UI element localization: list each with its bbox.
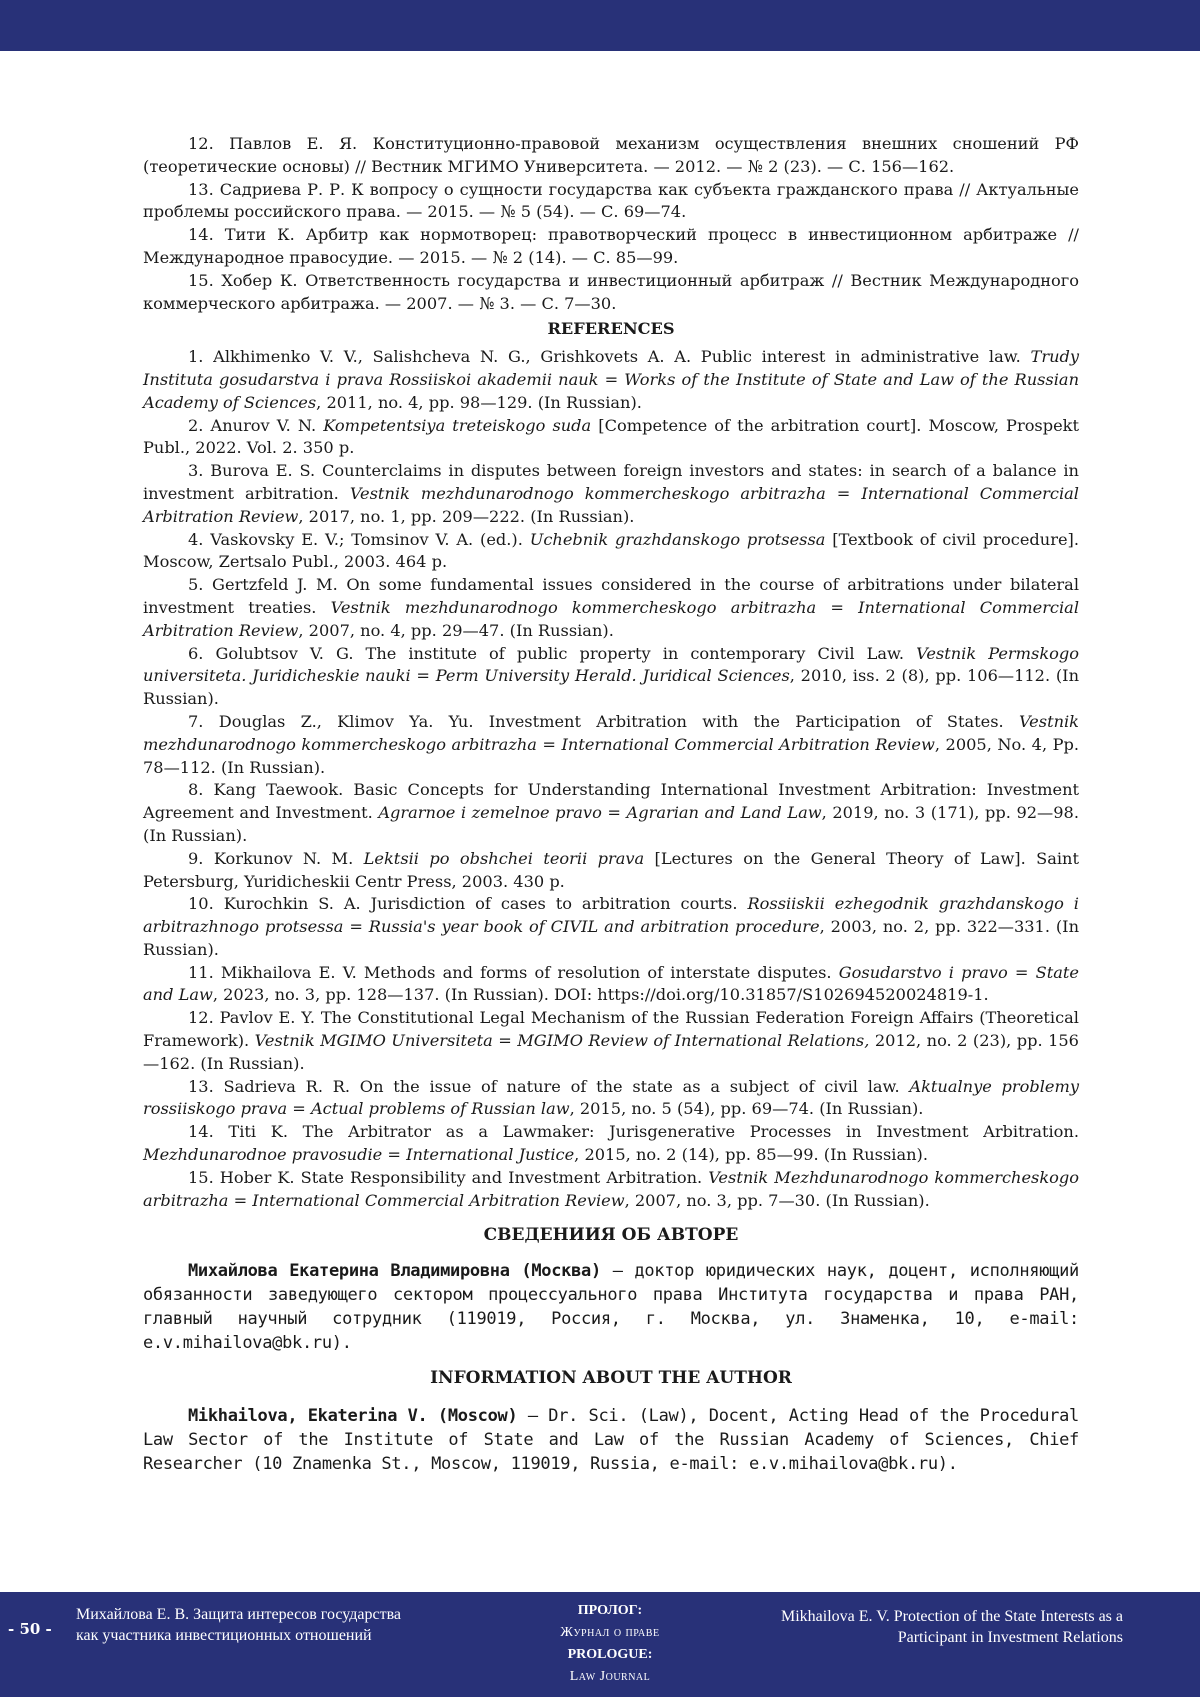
footer-left-title: Михайлова Е. В. Защита интересов государства как участника инвестиционных отношений — [76, 1606, 402, 1644]
page-content — [143, 133, 1079, 1476]
footer-band — [0, 1592, 1200, 1697]
author-en-name: Mikhailova, Ekaterina V. (Moscow) — [188, 1406, 518, 1427]
reference-15: 15. Hober K. State Responsibility and Investment Arbitration. Vestnik Mezhdunarodnogo kommercheskogo arbitrazha = International Commercial Arbitration Review, 2007, no. 3, pp. 7—30. (In Russian). — [143, 1167, 1080, 1210]
ru-reference-12: 12. Павлов Е. Я. Конституционно-правовой механизм осуществления внешних сношений РФ (теоретические основы) // Вестник МГИМО Университета. — 2012. — № 2 (23). — С. 156—162. — [143, 134, 1079, 176]
author-ru-heading: СВЕДЕНИИЯ ОБ АВТОРЕ — [483, 1225, 739, 1246]
reference-13: 13. Sadrieva R. R. On the issue of nature of the state as a subject of civil law. Aktualnye problemy rossiiskogo prava = Actual problems of Russian law, 2015, no. 5 (54), pp. 69—74. (In Russian). — [143, 1076, 1080, 1119]
ru-reference-13: 13. Садриева Р. Р. К вопросу о сущности государства как субъекта гражданского права // Актуальные проблемы российского права. — 2015. — № 5 (54). — С. 69—74. — [143, 179, 1079, 222]
page-number: - 50 - — [8, 1620, 52, 1638]
reference-9: 9. Korkunov N. M. Lektsii po obshchei teorii prava [Lectures on the General Theory of Law]. Saint Petersburg, Yuridicheskii Centr Press, 2003. 430 p. — [143, 848, 1079, 891]
author-en-info: Mikhailova, Ekaterina V. (Moscow) — Dr. Sci. (Law), Docent, Acting Head of the Procedural Law Sector of the Institute of State and Law of the Russian Academy of Sciences, Chief Researcher (10 Znamenka St., Moscow, 119019, Russia, e-mail: e.v.mihailova@bk.ru). — [143, 1406, 1079, 1475]
references-heading: REFERENCES — [547, 319, 675, 339]
reference-10: 10. Kurochkin S. A. Jurisdiction of cases to arbitration courts. Rossiiskii ezhegodnik grazhdanskogo i arbitrazhnogo protsessa = Russia's year book of CIVIL and arbitration procedure, 2003, no. 2, pp. 322—331. (In Russian). — [143, 894, 1080, 959]
reference-11: 11. Mikhailova E. V. Methods and forms of resolution of interstate disputes. Gosudarstvo i pravo = State and Law, 2023, no. 3, pp. 128—137. (In Russian). DOI: https://doi.org/10.31857/S102694520024819-1. — [143, 962, 1079, 1005]
author-ru-info: Михайлова Екатерина Владимировна (Москва) — доктор юридических наук, доцент, исполняющий обязанности заведующего сектором процессуального права Института государства и права РАН, главный научный сотрудник (119019, Россия, г. Москва, ул. Знаменка, 10, e-mail: e.v.mihailova@bk.ru). — [143, 1261, 1079, 1354]
reference-1: 1. Alkhimenko V. V., Salishcheva N. G., Grishkovets A. A. Public interest in administrative law. Trudy Instituta gosudarstva i prava Rossiiskoi akademii nauk = Works of the Institute of State and Law of the Russian Academy of Sciences, 2011, no. 4, pp. 98—129. (In Russian). — [143, 347, 1079, 412]
author-en-heading: INFORMATION ABOUT THE AUTHOR — [430, 1368, 792, 1389]
author-ru-name: Михайлова Екатерина Владимировна (Москва) — [188, 1261, 601, 1282]
reference-3: 3. Burova E. S. Counterclaims in disputes between foreign investors and states: in search of a balance in investment arbitration. Vestnik mezhdunarodnogo kommercheskogo arbitrazha = International Commercial Arbitration Review, 2017, no. 1, pp. 209—222. (In Russian). — [143, 461, 1079, 526]
reference-6: 6. Golubtsov V. G. The institute of public property in contemporary Civil Law. Vestnik Permskogo universiteta. Juridicheskie nauki = Perm University Herald. Juridical Sciences, 2010, iss. 2 (8), pp. 106—112. (In Russian). — [143, 643, 1080, 709]
reference-4: 4. Vaskovsky E. V.; Tomsinov V. A. (ed.). Uchebnik grazhdanskogo protsessa [Textbook of civil procedure]. Moscow, Zertsalo Publ., 2003. 464 p. — [143, 529, 1079, 572]
reference-12: 12. Pavlov E. Y. The Constitutional Legal Mechanism of the Russian Federation Foreign Affairs (Theoretical Framework). Vestnik MGIMO Universiteta = MGIMO Review of International Relations, 2012, no. 2 (23), pp. 156—162. (In Russian). — [143, 1008, 1079, 1073]
reference-7: 7. Douglas Z., Klimov Ya. Yu. Investment Arbitration with the Participation of States. Vestnik mezhdunarodnogo kommercheskogo arbitrazha = International Commercial Arbitration Review, 2005, No. 4, Pp. 78—112. (In Russian). — [143, 711, 1079, 777]
ru-reference-15: 15. Хобер К. Ответственность государства и инвестиционный арбитраж // Вестник Международного коммерческого арбитража. — 2007. — № 3. — С. 7—30. — [143, 270, 1079, 313]
ru-reference-14: 14. Тити К. Арбитр как нормотворец: правотворческий процесс в инвестиционном арбитраже // Международное правосудие. — 2015. — № 2 (14). — С. 85—99. — [143, 225, 1079, 267]
reference-8: 8. Kang Taewook. Basic Concepts for Understanding International Investment Arbitration: Investment Agreement and Investment. Agrarnoe i zemelnoe pravo = Agrarian and Land Law, 2019, no. 3 (171), pp. 92—98. (In Russian). — [143, 780, 1079, 845]
header-band — [0, 0, 1200, 51]
reference-2: 2. Anurov V. N. Kompetentsiya treteiskogo suda [Competence of the arbitration court]. Moscow, Prospekt Publ., 2022. Vol. 2. 350 p. — [143, 415, 1079, 458]
reference-5: 5. Gertzfeld J. M. On some fundamental issues considered in the course of arbitrations under bilateral investment treaties. Vestnik mezhdunarodnogo kommercheskogo arbitrazha = International Commercial Arbitration Review, 2007, no. 4, pp. 29—47. (In Russian). — [143, 575, 1079, 640]
journal-name: ПРОЛОГ: Журнал о праве PROLOGUE: Law Journal — [560, 1603, 660, 1684]
footer-right-title: Mikhailova E. V. Protection of the State Interests as a Participant in Investment Relations — [780, 1608, 1123, 1646]
reference-14: 14. Titi K. The Arbitrator as a Lawmaker: Jurisgenerative Processes in Investment Arbitration. Mezhdunarodnoe pravosudie = International Justice, 2015, no. 2 (14), pp. 85—99. (In Russian). — [143, 1122, 1079, 1165]
